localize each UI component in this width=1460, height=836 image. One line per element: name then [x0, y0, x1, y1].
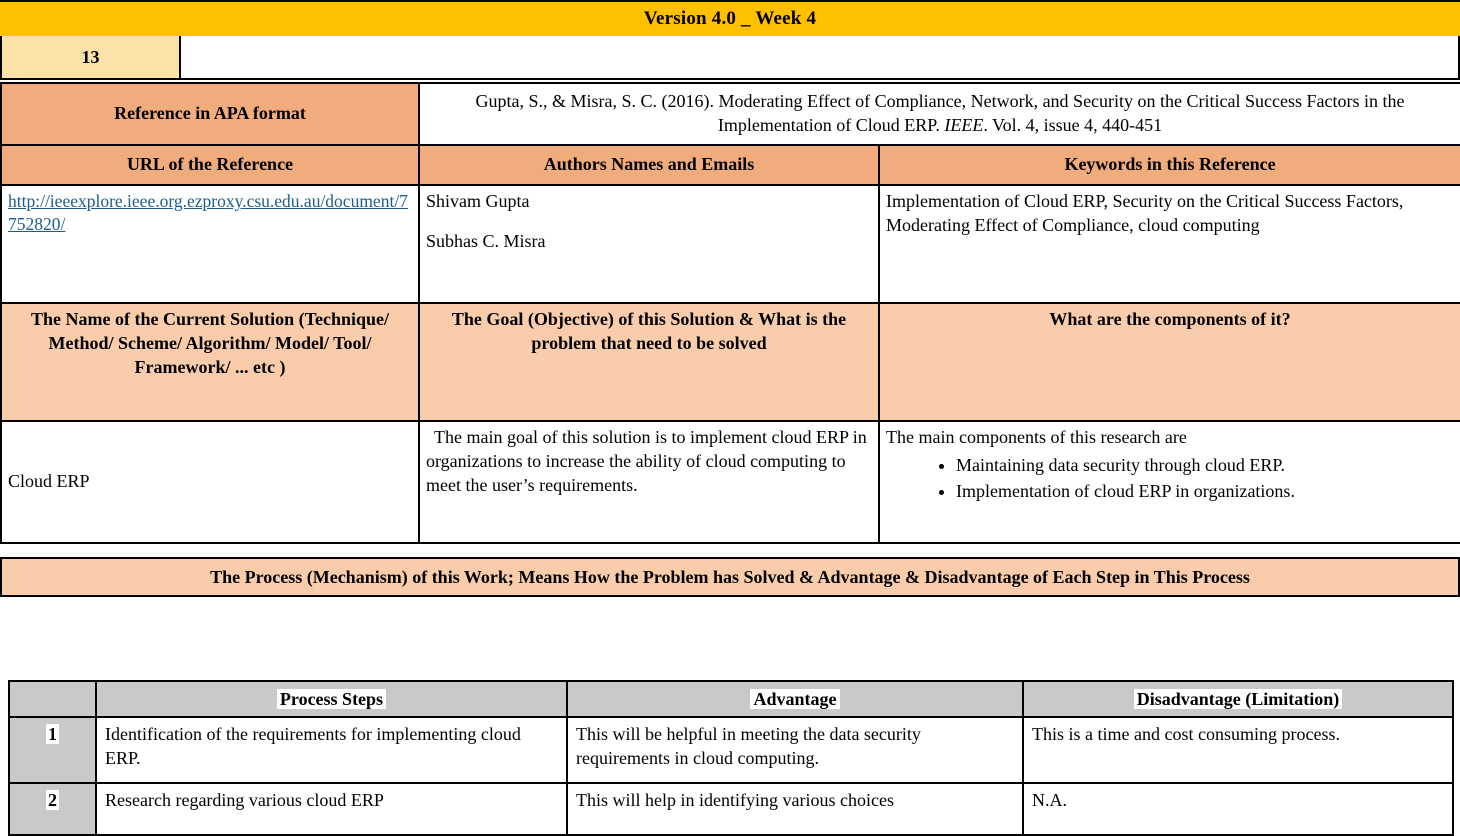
solution-goal-label: The Goal (Objective) of this Solution & What is the problem that need to be solved: [419, 303, 879, 421]
process-mechanism-banner: [0, 557, 1460, 597]
table-row-solution-values: [1, 421, 1460, 543]
row-index-value: 1: [48, 724, 57, 744]
table-row-reference-details: [1, 185, 1460, 303]
authors-cell: [419, 185, 879, 303]
table-row: [9, 783, 1453, 835]
list-item: • Implementation of cloud ERP in organizations.: [956, 480, 1454, 504]
components-list: [886, 454, 1454, 504]
entry-number-blank-cell: [181, 36, 1460, 80]
row-advantage-cell: This will help in identifying various choices: [567, 783, 1023, 835]
list-item: • Maintaining data security through cloud ERP.: [956, 454, 1454, 478]
column-header-index: [9, 681, 96, 717]
column-header-advantage: [567, 681, 1023, 717]
column-header-process-steps-label: Process Steps: [277, 689, 386, 709]
author-name-1: Shivam Gupta: [426, 191, 530, 211]
row-index-cell: [9, 783, 96, 835]
keywords-cell: Implementation of Cloud ERP, Security on the Critical Success Factors, Moderating Effect of Compliance, cloud computing: [879, 185, 1460, 303]
row-index-value: 2: [48, 790, 57, 810]
url-cell: [1, 185, 419, 303]
column-header-process-steps: [96, 681, 567, 717]
row-disadvantage-cell: N.A.: [1023, 783, 1453, 835]
row-step-cell: Identification of the requirements for implementing cloud ERP.: [96, 717, 567, 783]
apa-text-tail: . Vol. 4, issue 4, 440-451: [983, 115, 1163, 135]
entry-number-value: 13: [81, 46, 100, 67]
url-label: URL of the Reference: [1, 145, 419, 185]
solution-name-value: Cloud ERP: [1, 421, 419, 543]
version-banner: [0, 0, 1460, 38]
row-step-cell: Research regarding various cloud ERP: [96, 783, 567, 835]
table-row-subheaders: [1, 145, 1460, 185]
table-row-apa: [1, 83, 1460, 145]
row-advantage-cell: This will be helpful in meeting the data security requirements in cloud computing.: [567, 717, 1023, 783]
apa-journal-name: IEEE: [944, 115, 984, 135]
table-row: [9, 717, 1453, 783]
solution-name-label: The Name of the Current Solution (Technique/ Method/ Scheme/ Algorithm/ Model/ Tool/ Framework/ ... etc ): [1, 303, 419, 421]
row-index-cell: [9, 717, 96, 783]
entry-number-cell: [0, 36, 181, 80]
reference-summary-table: [0, 82, 1460, 544]
author-name-2: Subhas C. Misra: [426, 230, 546, 251]
authors-label: Authors Names and Emails: [419, 145, 879, 185]
process-mechanism-label: The Process (Mechanism) of this Work; Means How the Problem has Solved & Advantage & Disadvantage of Each Step in This Process: [210, 566, 1250, 587]
reference-url-link[interactable]: http://ieeexplore.ieee.org.ezproxy.csu.edu.au/document/7752820/: [8, 191, 408, 234]
version-banner-label: Version 4.0 _ Week 4: [643, 8, 817, 29]
entry-number-row: [0, 36, 1460, 80]
column-header-disadvantage: [1023, 681, 1453, 717]
apa-format-label: Reference in APA format: [1, 83, 419, 145]
table-row-solution-headers: [1, 303, 1460, 421]
column-header-advantage-label: Advantage: [750, 689, 839, 709]
apa-format-value: [419, 83, 1460, 145]
row-disadvantage-cell: This is a time and cost consuming process.: [1023, 717, 1453, 783]
components-intro: The main components of this research are: [886, 427, 1187, 447]
solution-goal-value: The main goal of this solution is to implement cloud ERP in organizations to increase the ability of cloud computing to meet the user’s requirements.: [419, 421, 879, 543]
table-header-row: [9, 681, 1453, 717]
solution-components-value: [879, 421, 1460, 543]
apa-text-lead: Gupta, S., & Misra, S. C. (2016). Moderating Effect of Compliance, Network, and Security on the Critical Success Factors in the Implementation of Cloud ERP.: [475, 91, 1405, 135]
process-steps-table: [8, 680, 1454, 836]
keywords-label: Keywords in this Reference: [879, 145, 1460, 185]
solution-components-label: What are the components of it?: [879, 303, 1460, 421]
column-header-disadvantage-label: Disadvantage (Limitation): [1134, 689, 1343, 709]
